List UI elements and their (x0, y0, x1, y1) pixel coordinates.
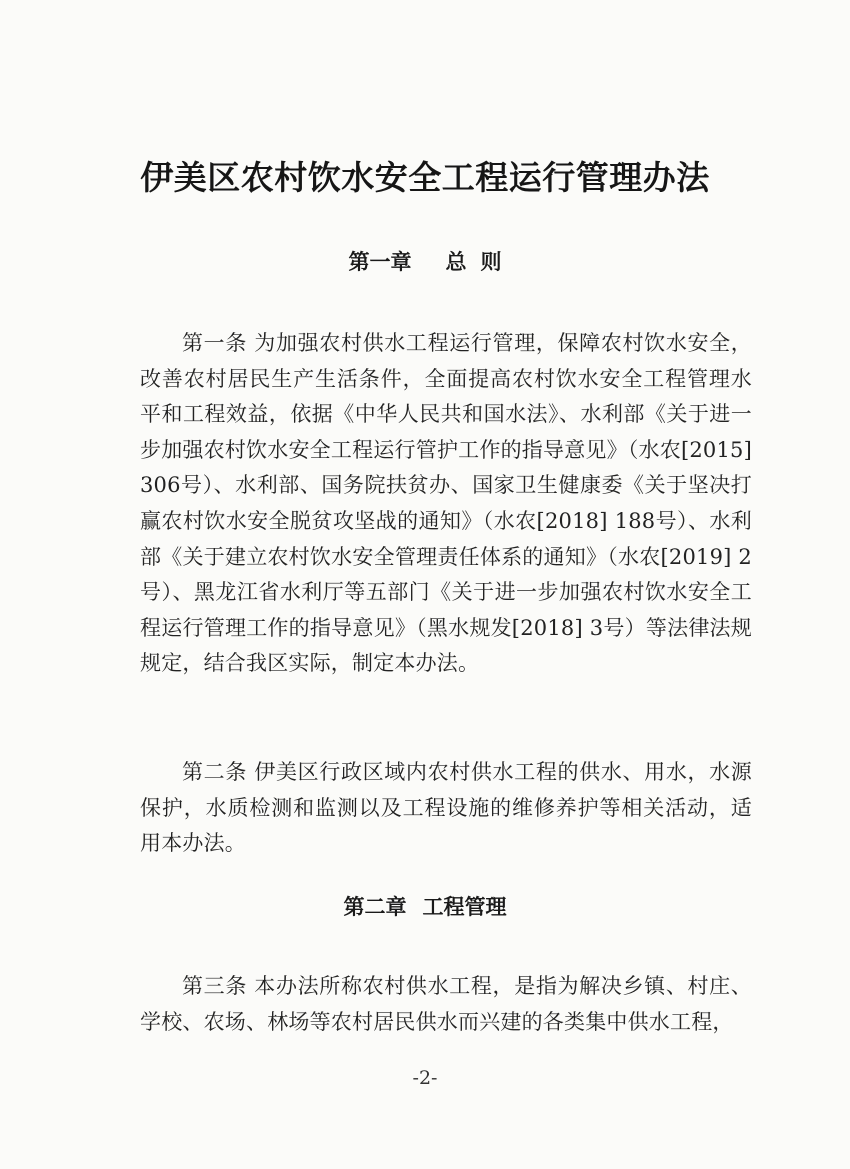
article-1: 第一条 为加强农村供水工程运行管理，保障农村饮水安全，改善农村居民生产生活条件，全面提高农村饮水安全工程管理水平和工程效益，依据《中华人民共和国水法》、水利部《关于进一步加强农村饮水安全工程运行管护工作的指导意见》（水农[2015] 306号）、水利部、国务院扶贫办、国家卫生健康委《关于坚决打赢农村饮水安全脱贫攻坚战的通知》（水农[2018] 188号）、水利部《关于建立农村饮水安全管理责任体系的通知》（水农[2019] 2号）、黑龙江省水利厅等五部门《关于进一步加强农村饮水安全工程运行管理工作的指导意见》（黑水规发[2018] 3号）等法律法规规定，结合我区实际，制定本办法。 (140, 331, 752, 676)
chapter-1-number: 第一章 (348, 249, 412, 274)
document-title: 伊美区农村饮水安全工程运行管理办法 (140, 158, 710, 197)
page-number: -2- (412, 1067, 438, 1089)
chapter-2-heading (0, 891, 850, 921)
chapter-2-name: 工程管理 (422, 894, 507, 919)
chapter-1-heading (0, 246, 850, 276)
chapter-2-number: 第二章 (343, 894, 407, 919)
article-3: 第三条 本办法所称农村供水工程，是指为解决乡镇、村庄、学校、农场、林场等农村居民供水而兴建的各类集中供水工程， (140, 974, 752, 1034)
chapter-1-name-a: 总 (445, 249, 467, 274)
article-2: 第二条 伊美区行政区域内农村供水工程的供水、用水，水源保护，水质检测和监测以及工程设施的维修养护等相关活动，适用本办法。 (140, 760, 752, 856)
chapter-1-name-b: 则 (480, 249, 502, 274)
